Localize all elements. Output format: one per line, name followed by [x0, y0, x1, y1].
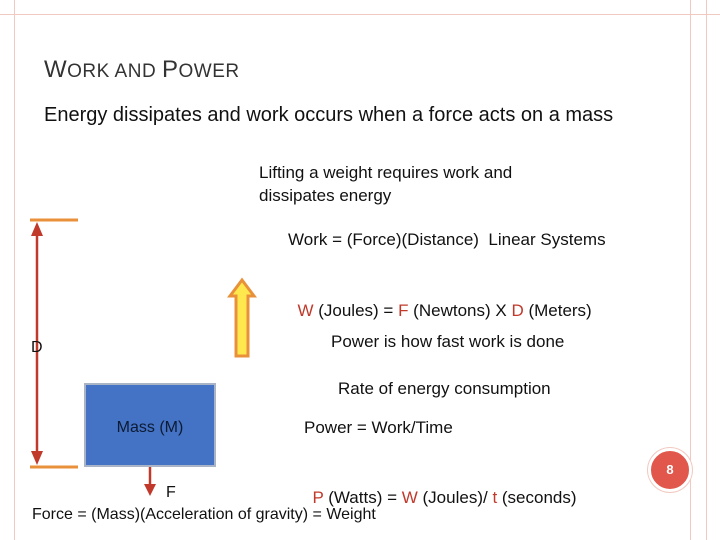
- work-symbol: W: [297, 301, 314, 320]
- title-rest-2: OWER: [178, 61, 240, 82]
- mass-label: Mass (M): [116, 419, 184, 436]
- work-unit-text: (Joules) =: [313, 301, 399, 320]
- force-label: F: [166, 484, 176, 501]
- distance-arrow-head-down: [31, 451, 43, 465]
- distance-arrow-head-up: [31, 222, 43, 236]
- power-symbol: P: [312, 488, 324, 507]
- lifting-note: Lifting a weight requires work and dissipates energy: [259, 163, 513, 205]
- power-work-unit-text: (Joules)/: [417, 488, 493, 507]
- power-equation: Power = Work/Time: [304, 418, 453, 437]
- time-unit-text: (seconds): [497, 488, 577, 507]
- force-unit-text: (Newtons) X: [408, 301, 512, 320]
- title-letter-p: P: [161, 56, 179, 83]
- force-symbol: F: [398, 301, 409, 320]
- distance-symbol: D: [511, 301, 524, 320]
- force-arrow-head: [144, 484, 156, 496]
- mass-box: [84, 383, 216, 467]
- title-letter-w: W: [44, 56, 68, 83]
- title-rest-1: ORK AND: [67, 61, 162, 82]
- power-definition: Power is how fast work is done: [331, 332, 565, 351]
- page-number-badge: 8: [648, 448, 692, 492]
- distance-unit-text: (Meters): [523, 301, 592, 320]
- rate-text: Rate of energy consumption: [338, 379, 551, 398]
- intro-text: Energy dissipates and work occurs when a force acts on a mass: [44, 104, 614, 126]
- distance-label: D: [31, 339, 43, 356]
- time-symbol: t: [492, 488, 498, 507]
- lift-up-arrow-icon: [230, 280, 254, 356]
- power-unit-text: (Watts) =: [323, 488, 402, 507]
- power-work-symbol: W: [401, 488, 418, 507]
- force-equation: Force = (Mass)(Acceleration of gravity) = Weight: [32, 506, 376, 523]
- work-equation: Work = (Force)(Distance) Linear Systems: [288, 230, 606, 249]
